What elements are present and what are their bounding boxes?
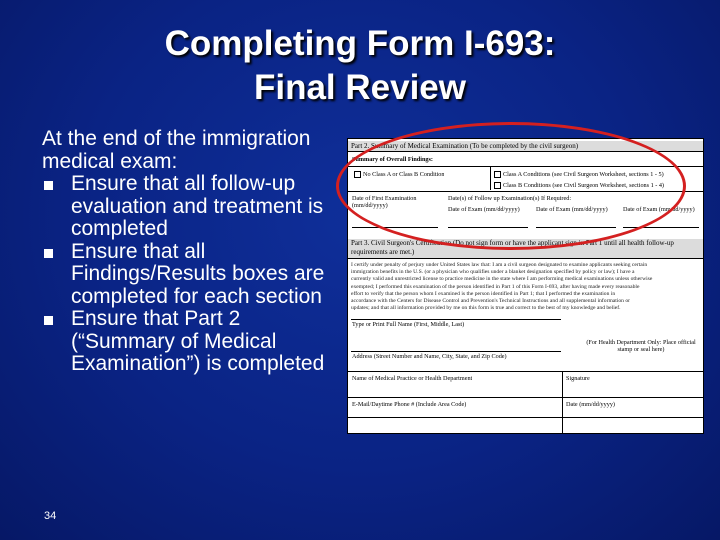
bullet-item <box>42 308 342 376</box>
form-rule <box>348 417 703 418</box>
class-b-option: Class B Conditions (see Civil Surgeon Worksheet, sections 1 - 4) <box>494 182 664 189</box>
square-bullet-icon <box>44 316 53 325</box>
slide-title <box>0 22 720 110</box>
form-divider <box>562 371 563 433</box>
follow-up-label: Date(s) of Follow up Examination(s) If Required: <box>448 195 572 202</box>
form-rule <box>351 351 561 352</box>
part2-heading: Part 2. Summary of Medical Examination (To be completed by the civil surgeon) <box>348 141 703 152</box>
health-dept-stamp-label: (For Health Department Only: Place official stamp or seal here) <box>586 339 696 353</box>
slide-title-line-1: Completing Form I-693: <box>164 24 556 63</box>
bullet-text: Ensure that all follow-up evaluation and treatment is completed <box>71 172 324 240</box>
bullet-text: Ensure that Part 2 (“Summary of Medical Examination”) is completed <box>71 307 325 375</box>
bullet-text: Ensure that all Findings/Results boxes are completed for each section <box>71 239 325 308</box>
square-bullet-icon <box>44 249 53 258</box>
date-of-exam-1: Date of Exam (mm/dd/yyyy) <box>448 206 520 213</box>
date-first-exam-label: Date of First Examination (mm/dd/yyyy) <box>352 195 417 209</box>
facility-name-label: Name of Medical Practice or Health Department <box>352 375 473 382</box>
date-label: Date (mm/dd/yyyy) <box>566 401 615 408</box>
form-rule <box>348 371 703 372</box>
class-a-option: Class A Conditions (see Civil Surgeon Worksheet, sections 1 - 5) <box>494 171 664 178</box>
slide-number: 34 <box>44 510 57 522</box>
date-of-exam-3: Date of Exam (mm/dd/yyyy) <box>623 206 695 213</box>
signature-label: Signature <box>566 375 590 382</box>
intro-text: At the end of the immigration medical exam: <box>42 127 311 173</box>
certification-text: I certify under penalty of perjury under United States law that: I am a civil surgeon designated to examine applicants seeking certain immigration benefits in the U.S. (or a physician who qualifies under a blanket designation specified by policy or law); I have a currently valid and unrestricted license to practice medicine in the state where I am performing medical examinations unless otherwise exempted; I performed this examination of the person identified in Part 1 of this Form I-693, after having made every reasonable effort to verify that the person whom I examined is the person identified in Part 1; that I performed the examination in accordance with the Centers for Disease Control and Prevention's Technical Instructions and all supplemental information or updates; and that all information provided by me on this form is true and correct to the best of my knowledge and belief. <box>351 262 653 312</box>
slide-title-line-2: Final Review <box>253 68 467 107</box>
email-phone-label: E-Mail/Daytime Phone # (Include Area Code) <box>352 401 467 408</box>
no-class-option: No Class A or Class B Condition <box>354 171 444 178</box>
slide-body <box>42 128 342 376</box>
bullet-item <box>42 173 342 241</box>
summary-label: Summary of Overall Findings: <box>352 156 433 163</box>
print-name-label: Type or Print Full Name (First, Middle, Last) <box>352 321 465 328</box>
bullet-list <box>42 173 342 376</box>
form-rule <box>351 319 561 320</box>
bullet-item <box>42 241 342 309</box>
highlight-oval <box>336 122 686 250</box>
date-of-exam-2: Date of Exam (mm/dd/yyyy) <box>536 206 608 213</box>
square-bullet-icon <box>44 181 53 190</box>
address-label: Address (Street Number and Name, City, State, and Zip Code) <box>352 353 507 360</box>
form-rule <box>348 397 703 398</box>
part3-heading: Part 3. Civil Surgeon's Certification (Do not sign form or have the applicant sign in Part 1 until all health follow-up requirements are met.) <box>348 239 703 259</box>
